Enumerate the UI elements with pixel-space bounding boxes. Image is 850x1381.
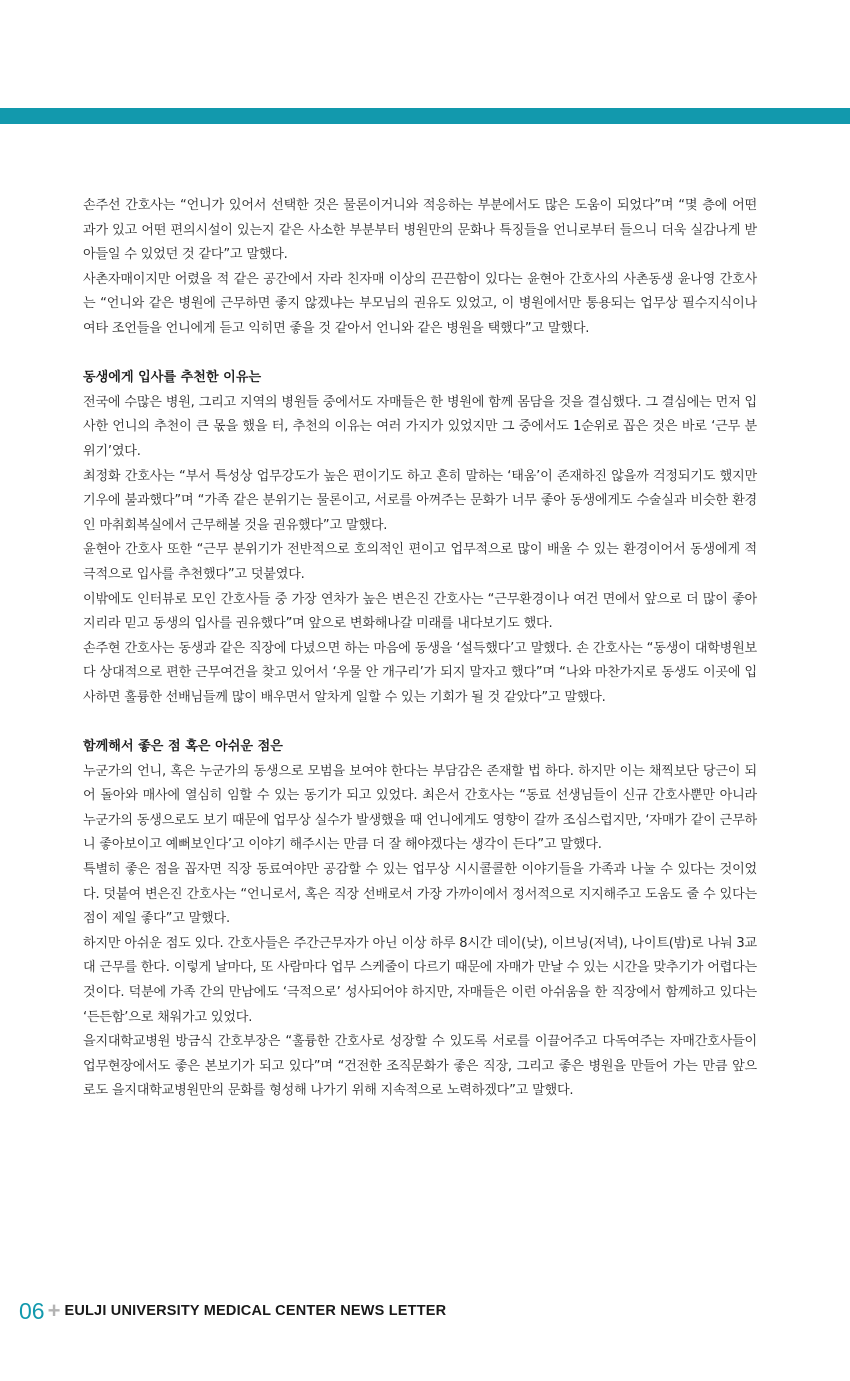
paragraph: 을지대학교병원 방금식 간호부장은 “훌륭한 간호사로 성장할 수 있도록 서로를 이끌어주고 다독여주는 자매간호사들이 업무현장에서도 좋은 본보기가 되고 있다”며 “건전한 조직문화가 좋은 직장, 그리고 좋은 병원을 만들어 가는 만큼 앞으로도 을지대학교병원만의 문화를 형성해 나가기 위해 지속적으로 노력하겠다”고 말했다.: [83, 1034, 757, 1099]
paragraph: 윤현아 간호사 또한 “근무 분위기가 전반적으로 호의적인 편이고 업무적으로 많이 배울 수 있는 환경이어서 동생에게 적극적으로 입사를 추천했다”고 덧붙였다.: [83, 542, 757, 582]
paragraph: 전국에 수많은 병원, 그리고 지역의 병원들 중에서도 자매들은 한 병원에 함께 몸담을 것을 결심했다. 그 결심에는 먼저 입사한 언니의 추천이 큰 몫을 했을 터, 추천의 이유는 여러 가지가 있었지만 그 중에서도 1순위로 꼽은 것은 바로 ‘근무 분위기’였다.: [83, 394, 757, 459]
section-heading: 함께해서 좋은 점 혹은 아쉬운 점은: [83, 739, 283, 755]
paragraph: 손주현 간호사는 동생과 같은 직장에 다녔으면 하는 마음에 동생을 ‘설득했다’고 말했다. 손 간호사는 “동생이 대학병원보다 상대적으로 편한 근무여건을 찾고 있어서 ‘우물 안 개구리’가 되지 말자고 했다”며 “나와 마찬가지로 동생도 이곳에 입사하면 훌륭한 선배님들께 많이 배우면서 알차게 일할 수 있는 기회가 될 것 같았다”고 말했다.: [83, 640, 757, 705]
section-heading: 동생에게 입사를 추천한 이유는: [83, 370, 262, 386]
plus-icon: +: [47, 1298, 61, 1323]
newsletter-title: EULJI UNIVERSITY MEDICAL CENTER NEWS LETTER: [64, 1303, 447, 1319]
paragraph: 누군가의 언니, 혹은 누군가의 동생으로 모범을 보여야 한다는 부담감은 존재할 법 하다. 하지만 이는 채찍보단 당근이 되어 돌아와 매사에 열심히 임할 수 있는 동기가 되고 있었다. 최은서 간호사는 “동료 선생님들이 신규 간호사뿐만 아니라 누군가의 동생으로도 보기 때문에 업무상 실수가 발생했을 때 언니에게도 영향이 갈까 조심스럽지만, ‘자매가 같이 근무하니 좋아보이고 예뻐보인다’고 이야기 해주시는 만큼 더 잘 해야겠다는 생각이 든다”고 말했다.: [83, 763, 757, 853]
page-footer: [19, 1296, 446, 1326]
article-body: [83, 194, 757, 1104]
paragraph: 손주선 간호사는 “언니가 있어서 선택한 것은 물론이거니와 적응하는 부분에서도 많은 도움이 되었다”며 “몇 층에 어떤 과가 있고 어떤 편의시설이 있는지 같은 사소한 부분부터 병원만의 문화나 특징들을 언니로부터 들으니 더욱 실감나게 받아들일 수 있었던 것 같다”고 말했다.: [83, 198, 757, 263]
header-accent-bar: [0, 108, 850, 124]
paragraph: 사촌자매이지만 어렸을 적 같은 공간에서 자라 친자매 이상의 끈끈함이 있다는 윤현아 간호사의 사촌동생 윤나영 간호사는 “언니와 같은 병원에 근무하면 좋지 않겠냐는 부모님의 권유도 있었고, 이 병원에서만 통용되는 업무상 필수지식이나 여타 조언들을 언니에게 듣고 익히면 좋을 것 같아서 언니와 같은 병원을 택했다”고 말했다.: [83, 271, 757, 336]
paragraph: 특별히 좋은 점을 꼽자면 직장 동료여야만 공감할 수 있는 업무상 시시콜콜한 이야기들을 가족과 나눌 수 있다는 것이었다. 덧붙여 변은진 간호사는 “언니로서, 혹은 직장 선배로서 가장 가까이에서 정서적으로 지지해주고 도움도 줄 수 있다는 점이 제일 좋다”고 말했다.: [83, 862, 757, 927]
paragraph: 이밖에도 인터뷰로 모인 간호사들 중 가장 연차가 높은 변은진 간호사는 “근무환경이나 여건 면에서 앞으로 더 많이 좋아지리라 믿고 동생의 입사를 권유했다”며 앞으로 변화해나갈 미래를 내다보기도 했다.: [83, 591, 757, 632]
paragraph: 최정화 간호사는 “부서 특성상 업무강도가 높은 편이기도 하고 흔히 말하는 ‘태움’이 존재하진 않을까 걱정되기도 했지만 기우에 불과했다”며 “가족 같은 분위기는 물론이고, 서로를 아껴주는 문화가 너무 좋아 동생에게도 수술실과 비슷한 환경인 마취회복실에서 근무해볼 것을 권유했다”고 말했다.: [83, 468, 757, 533]
paragraph: 하지만 아쉬운 점도 있다. 간호사들은 주간근무자가 아닌 이상 하루 8시간 데이(낮), 이브닝(저녁), 나이트(밤)로 나눠 3교대 근무를 한다. 이렇게 날마다, 또 사람마다 업무 스케줄이 다르기 때문에 자매가 만날 수 있는 시간을 맞추기가 어렵다는 것이다. 덕분에 가족 간의 만남에도 ‘극적으로’ 성사되어야 하지만, 자매들은 이런 아쉬움을 한 직장에서 함께하고 있다는 ‘든든함’으로 채워가고 있었다.: [83, 935, 757, 1025]
page-number: 06: [19, 1297, 45, 1324]
